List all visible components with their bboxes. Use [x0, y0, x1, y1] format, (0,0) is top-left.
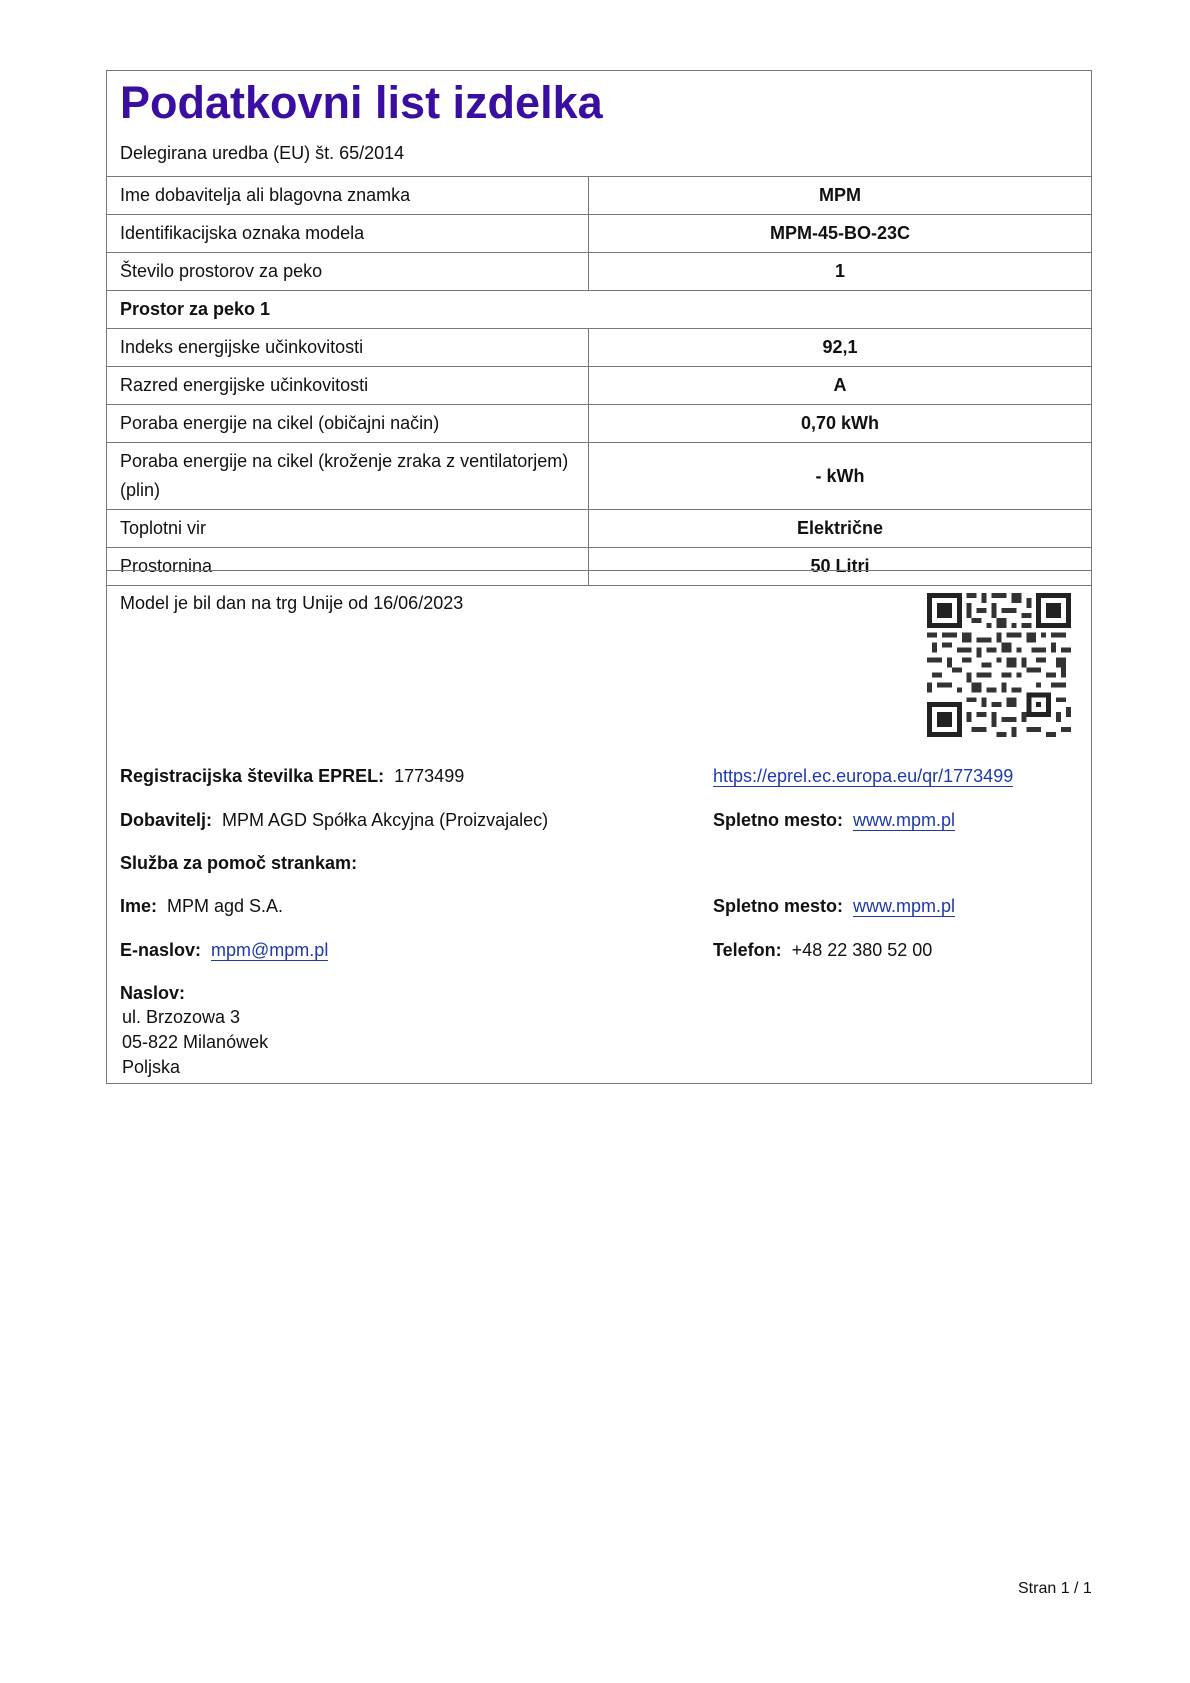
table-row	[107, 443, 1091, 510]
regulation-subtitle: Delegirana uredba (EU) št. 65/2014	[120, 143, 405, 163]
eprel-number: 1773499	[394, 766, 465, 786]
qr-code-icon	[927, 593, 1071, 737]
page-number: Stran 1 / 1	[1018, 1580, 1092, 1597]
table-row	[107, 405, 1091, 443]
spec-label: Toplotni vir	[107, 510, 589, 548]
phone-number: +48 22 380 52 00	[791, 940, 933, 960]
address-block	[122, 1005, 268, 1080]
spec-label: Indeks energijske učinkovitosti	[107, 329, 589, 367]
table-row	[107, 329, 1091, 367]
phone-row	[713, 940, 932, 961]
spec-label: Poraba energije na cikel (kroženje zraka z ventilatorjem) (plin)	[107, 443, 589, 510]
table-row	[107, 177, 1091, 215]
eprel-link-row	[713, 766, 1013, 787]
supplier-row	[120, 810, 548, 831]
spec-label: Ime dobavitelja ali blagovna znamka	[107, 177, 589, 215]
datasheet-header	[107, 71, 1091, 177]
service-website-label: Spletno mesto:	[713, 896, 844, 916]
address-label: Naslov:	[120, 983, 186, 1003]
name-label: Ime:	[120, 896, 158, 916]
eprel-row	[120, 766, 464, 787]
spec-value: A	[589, 367, 1092, 405]
spec-value: 92,1	[589, 329, 1092, 367]
table-row	[107, 367, 1091, 405]
email-row	[120, 940, 328, 961]
service-name-row	[120, 896, 283, 917]
market-date-text: Model je bil dan na trg Unije od 16/06/2023	[120, 593, 464, 613]
spec-label: Razred energijske učinkovitosti	[107, 367, 589, 405]
address-line: 05-822 Milanówek	[122, 1032, 269, 1052]
product-datasheet-table	[106, 70, 1092, 586]
table-row	[107, 253, 1091, 291]
customer-service-label: Služba za pomoč strankam:	[120, 853, 358, 873]
service-name: MPM agd S.A.	[167, 896, 284, 916]
eprel-link[interactable]: https://eprel.ec.europa.eu/qr/1773499	[713, 766, 1014, 786]
address-line: Poljska	[122, 1057, 181, 1077]
supplier-info-box	[106, 570, 1092, 1084]
eprel-label: Registracijska številka EPREL:	[120, 766, 385, 786]
service-website-row	[713, 896, 955, 917]
phone-label: Telefon:	[713, 940, 782, 960]
supplier-name: MPM AGD Spółka Akcyjna (Proizvajalec)	[222, 810, 549, 830]
spec-label: Poraba energije na cikel (običajni način)	[107, 405, 589, 443]
spec-value: 1	[589, 253, 1092, 291]
spec-label: Število prostorov za peko	[107, 253, 589, 291]
spec-value: MPM-45-BO-23C	[589, 215, 1092, 253]
address-line: ul. Brzozowa 3	[122, 1007, 241, 1027]
website-row	[713, 810, 955, 831]
spec-value: Električne	[589, 510, 1092, 548]
email-label: E-naslov:	[120, 940, 202, 960]
table-row	[107, 510, 1091, 548]
supplier-label: Dobavitelj:	[120, 810, 213, 830]
section-heading: Prostor za peko 1	[107, 291, 1091, 329]
table-row	[107, 215, 1091, 253]
spec-label: Identifikacijska oznaka modela	[107, 215, 589, 253]
page-title: Podatkovni list izdelka	[120, 77, 603, 128]
table-row	[107, 291, 1091, 329]
spec-label: Prostornina	[107, 548, 589, 586]
spec-value: - kWh	[589, 443, 1092, 510]
service-website-link[interactable]: www.mpm.pl	[853, 896, 956, 916]
website-link[interactable]: www.mpm.pl	[853, 810, 956, 830]
spec-table	[107, 177, 1091, 585]
spec-value: 50 Litri	[810, 556, 870, 576]
customer-service-heading	[120, 853, 367, 874]
spec-value: MPM	[589, 177, 1092, 215]
email-link[interactable]: mpm@mpm.pl	[211, 940, 329, 960]
address-heading	[120, 983, 195, 1004]
spec-value: 0,70 kWh	[589, 405, 1092, 443]
website-label: Spletno mesto:	[713, 810, 844, 830]
